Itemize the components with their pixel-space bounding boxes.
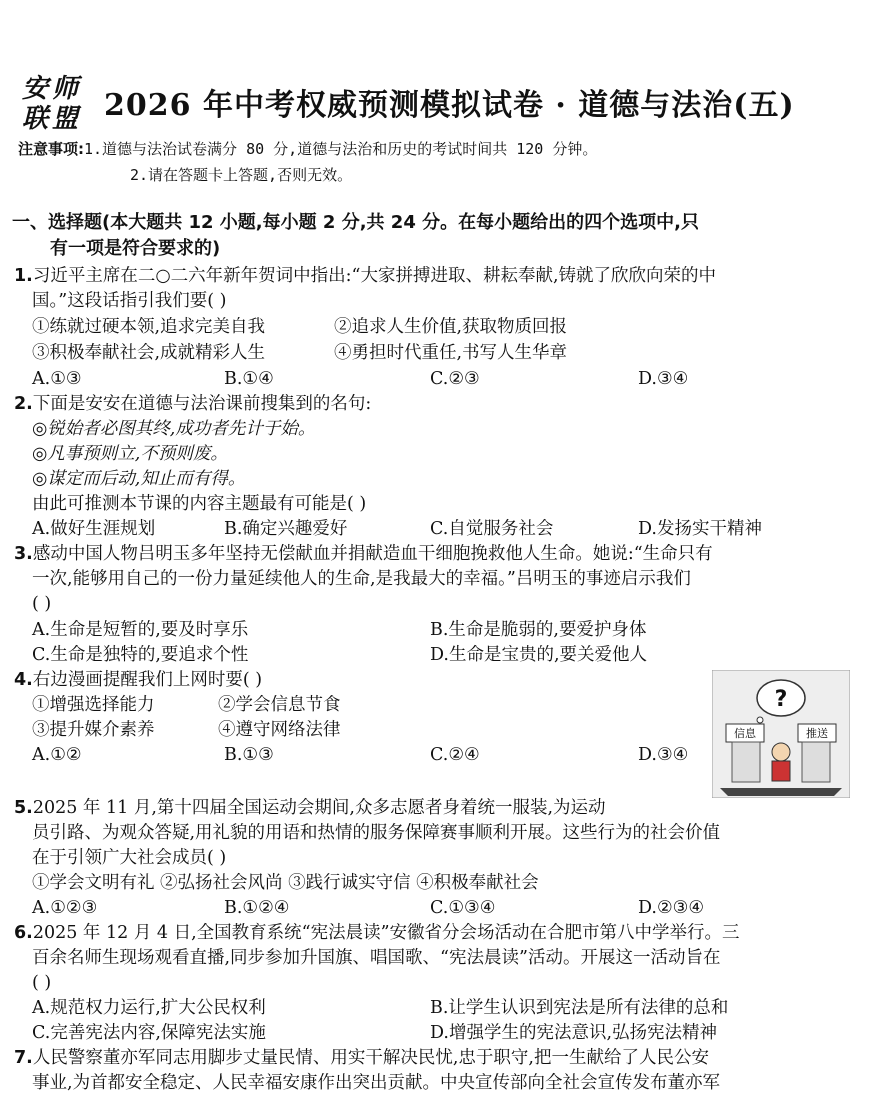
q4-stem-text-1: 右边漫画提醒我们上网时要( ) bbox=[32, 670, 263, 690]
q5-option-d[interactable]: D.②③④ bbox=[638, 898, 705, 918]
q5-option-c[interactable]: C.①③④ bbox=[430, 898, 496, 918]
q3-option-b[interactable]: B.生命是脆弱的,要爱护身体 bbox=[430, 620, 647, 640]
q4-option-b[interactable]: B.①③ bbox=[224, 745, 274, 765]
q1-choice-2: ②追求人生价值,获取物质回报 bbox=[334, 317, 568, 337]
cartoon-illustration bbox=[712, 670, 850, 798]
section-line-2: 有一项是符合要求的) bbox=[50, 238, 221, 259]
phone-base bbox=[720, 788, 842, 796]
q1-number: 1. bbox=[14, 266, 33, 286]
q1-stem-1 bbox=[14, 264, 716, 288]
q4-stem-1 bbox=[14, 668, 262, 692]
q2-option-d[interactable]: D.发扬实干精神 bbox=[638, 519, 762, 539]
q6-stem-text-1: 2025 年 12 月 4 日,全国教育系统“宪法晨读”安徽省分会场活动在合肥市第八中学举行。三 bbox=[32, 923, 740, 943]
q6-stem-2: 百余名师生现场观看直播,同步参加升国旗、唱国歌、“宪法晨读”活动。开展这一活动旨在 bbox=[32, 948, 721, 968]
q5-option-b[interactable]: B.①②④ bbox=[224, 898, 290, 918]
q3-option-d[interactable]: D.生命是宝贵的,要关爱他人 bbox=[430, 645, 648, 665]
q4-number: 4. bbox=[14, 670, 33, 690]
q2-saying-3: ◎谋定而后动,知止而有得。 bbox=[32, 469, 246, 489]
q4-choice-3: ③提升媒介素养 bbox=[32, 720, 155, 740]
q5-number: 5. bbox=[14, 798, 33, 818]
q3-option-a[interactable]: A.生命是短暂的,要及时享乐 bbox=[32, 620, 249, 640]
q5-option-a[interactable]: A.①②③ bbox=[32, 898, 98, 918]
q2-option-a[interactable]: A.做好生涯规划 bbox=[32, 519, 156, 539]
q1-option-d[interactable]: D.③④ bbox=[638, 369, 689, 389]
q5-stem-text-1: 2025 年 11 月,第十四届全国运动会期间,众多志愿者身着统一服装,为运动 bbox=[32, 798, 606, 818]
q5-choices: ①学会文明有礼 ②弘扬社会风尚 ③践行诚实守信 ④积极奉献社会 bbox=[32, 873, 539, 893]
q1-option-a[interactable]: A.①③ bbox=[32, 369, 82, 389]
q4-option-a[interactable]: A.①② bbox=[32, 745, 82, 765]
q6-option-a[interactable]: A.规范权力运行,扩大公民权利 bbox=[32, 998, 266, 1018]
q7-stem-2: 事业,为首都安全稳定、人民幸福安康作出突出贡献。中央宣传部向全社会宣传发布董亦军 bbox=[32, 1073, 721, 1093]
q2-stem-text-1: 下面是安安在道德与法治课前搜集到的名句: bbox=[32, 394, 372, 414]
q1-choice-3: ③积极奉献社会,成就精彩人生 bbox=[32, 343, 266, 363]
q7-stem-text-1: 人民警察董亦军同志用脚步丈量民情、用实干解决民忧,忠于职守,把一生献给了人民公安 bbox=[32, 1048, 709, 1068]
q7-number: 7. bbox=[14, 1048, 33, 1068]
q2-number: 2. bbox=[14, 394, 33, 414]
q3-stem-3: ( ) bbox=[32, 594, 52, 614]
logo bbox=[22, 74, 102, 144]
cartoon-label-push: 推送 bbox=[806, 727, 828, 740]
person-icon bbox=[772, 743, 790, 761]
q3-number: 3. bbox=[14, 544, 33, 564]
notice-item-1: 1.道德与法治试卷满分 80 分,道德与法治和历史的考试时间共 120 分钟。 bbox=[84, 140, 598, 158]
section-heading bbox=[12, 210, 872, 262]
q6-option-c[interactable]: C.完善宪法内容,保障宪法实施 bbox=[32, 1023, 266, 1043]
notice-block bbox=[18, 136, 597, 188]
q1-option-c[interactable]: C.②③ bbox=[430, 369, 480, 389]
q4-option-d[interactable]: D.③④ bbox=[638, 745, 689, 765]
q6-option-b[interactable]: B.让学生认识到宪法是所有法律的总和 bbox=[430, 998, 729, 1018]
q4-choice-2: ②学会信息节食 bbox=[218, 695, 341, 715]
page-title: 2026 年中考权威预测模拟试卷 · 道德与法治(五) bbox=[104, 88, 795, 123]
q3-stem-1 bbox=[14, 542, 713, 566]
q1-choice-1: ①练就过硬本领,追求完美自我 bbox=[32, 317, 266, 337]
q6-option-d[interactable]: D.增强学生的宪法意识,弘扬宪法精神 bbox=[430, 1023, 718, 1043]
q3-stem-2: 一次,能够用自己的一份力量延续他人的生命,是我最大的幸福。”吕明玉的事迹启示我们 bbox=[32, 569, 691, 589]
q4-option-c[interactable]: C.②④ bbox=[430, 745, 480, 765]
notice-item-2: 2.请在答题卡上答题,否则无效。 bbox=[130, 166, 353, 184]
q5-stem-2: 员引路、为观众答疑,用礼貌的用语和热情的服务保障赛事顺利开展。这些行为的社会价值 bbox=[32, 823, 721, 843]
q2-saying-1: ◎锐始者必图其终,成功者先计于始。 bbox=[32, 419, 316, 439]
q3-stem-text-1: 感动中国人物吕明玉多年坚持无偿献血并捐献造血干细胞挽救他人生命。她说:“生命只有 bbox=[32, 544, 713, 564]
q2-stem-2: 由此可推测本节课的内容主题最有可能是( ) bbox=[32, 494, 367, 514]
q2-saying-2: ◎凡事预则立,不预则废。 bbox=[32, 444, 228, 464]
q5-stem-1 bbox=[14, 796, 606, 820]
q4-choice-4: ④遵守网络法律 bbox=[218, 720, 341, 740]
q2-option-c[interactable]: C.自觉服务社会 bbox=[430, 519, 554, 539]
cartoon-label-info: 信息 bbox=[734, 727, 756, 740]
q6-number: 6. bbox=[14, 923, 33, 943]
notice-label: 注意事项: bbox=[18, 140, 84, 158]
q3-option-c[interactable]: C.生命是独特的,要追求个性 bbox=[32, 645, 249, 665]
section-line-1: 一、选择题(本大题共 12 小题,每小题 2 分,共 24 分。在每小题给出的四个选项中,只 bbox=[12, 212, 699, 233]
cartoon-question-mark: ? bbox=[774, 687, 788, 712]
logo-line1: 安师 bbox=[22, 74, 83, 104]
q2-stem-1 bbox=[14, 392, 371, 416]
q5-stem-3: 在于引领广大社会成员( ) bbox=[32, 848, 227, 868]
q6-stem-1 bbox=[14, 921, 740, 945]
q4-choice-1: ①增强选择能力 bbox=[32, 695, 155, 715]
q1-option-b[interactable]: B.①④ bbox=[224, 369, 274, 389]
q1-choice-4: ④勇担时代重任,书写人生华章 bbox=[334, 343, 568, 363]
q6-stem-3: ( ) bbox=[32, 973, 52, 993]
logo-line2: 联盟 bbox=[22, 104, 83, 134]
q7-stem-1 bbox=[14, 1046, 709, 1070]
q1-stem-2: 国。”这段话指引我们要( ) bbox=[32, 291, 227, 311]
q1-stem-text-1: 习近平主席在二○二六年新年贺词中指出:“大家拼搏进取、耕耘奉献,铸就了欣欣向荣的中 bbox=[32, 266, 717, 286]
q2-option-b[interactable]: B.确定兴趣爱好 bbox=[224, 519, 348, 539]
